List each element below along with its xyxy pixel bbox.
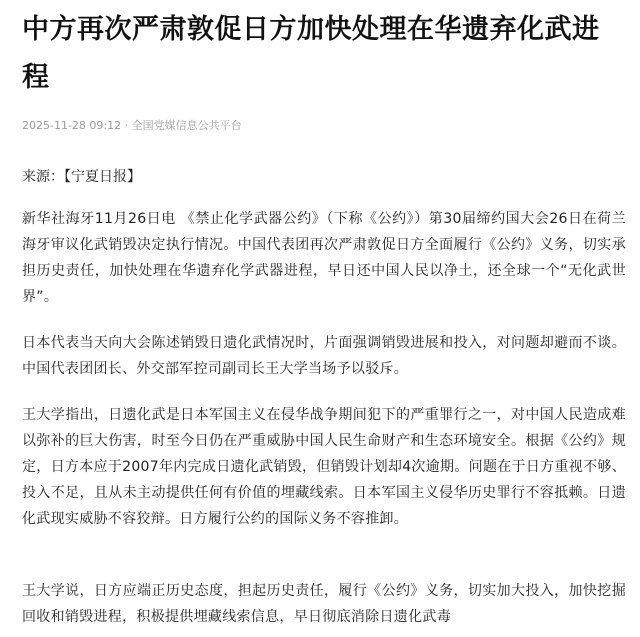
- article-title: 中方再次严肃敦促日方加快处理在华遗弃化武进程: [22, 14, 600, 93]
- article-paragraph-3: 王大学指出，日遗化武是日本军国主义在侵华战争期间犯下的严重罪行之一，对中国人民造成难以弥补的巨大伤害，时至今日仍在严重威胁中国人民生命财产和生态环境安全。根据《公约》规定，日方本应于2007年内完成日遗化武销毁，但销毁计划却4次逾期。问题在于日方重视不够、投入不足，且从未主动提供任何有价值的埋藏线索。日本军国主义侵华历史罪行不容抵赖。日遗化武现实威胁不容狡辩。日方履行公约的国际义务不容推卸。: [22, 407, 626, 527]
- article-paragraph-1: 新华社海牙11月26日电 《禁止化学武器公约》（下称《公约》）第30届缔约国大会26日在荷兰海牙审议化武销毁决定执行情况。中国代表团再次严肃敦促日方全面履行《公约》义务，切实承担历史责任，加快处理在华遗弃化学武器进程，早日还中国人民以净土，还全球一个“无化武世界”。: [22, 211, 626, 305]
- article-paragraph-4: 王大学说，日方应端正历史态度，担起历史责任，履行《公约》义务，切实加大投入，加快挖掘回收和销毁进程，积极提供埋藏线索信息，早日彻底消除日遗化武毒: [22, 583, 626, 625]
- article-paragraph-2: 日本代表当天向大会陈述销毁日遗化武情况时，片面强调销毁进展和投入，对问题却避而不谈。中国代表团团长、外交部军控司副司长王大学当场予以驳斥。: [22, 335, 626, 377]
- article-source: 来源：【宁夏日报】: [22, 169, 141, 185]
- article-meta: 2025-11-28 09:12 · 全国党媒信息公共平台: [22, 119, 242, 132]
